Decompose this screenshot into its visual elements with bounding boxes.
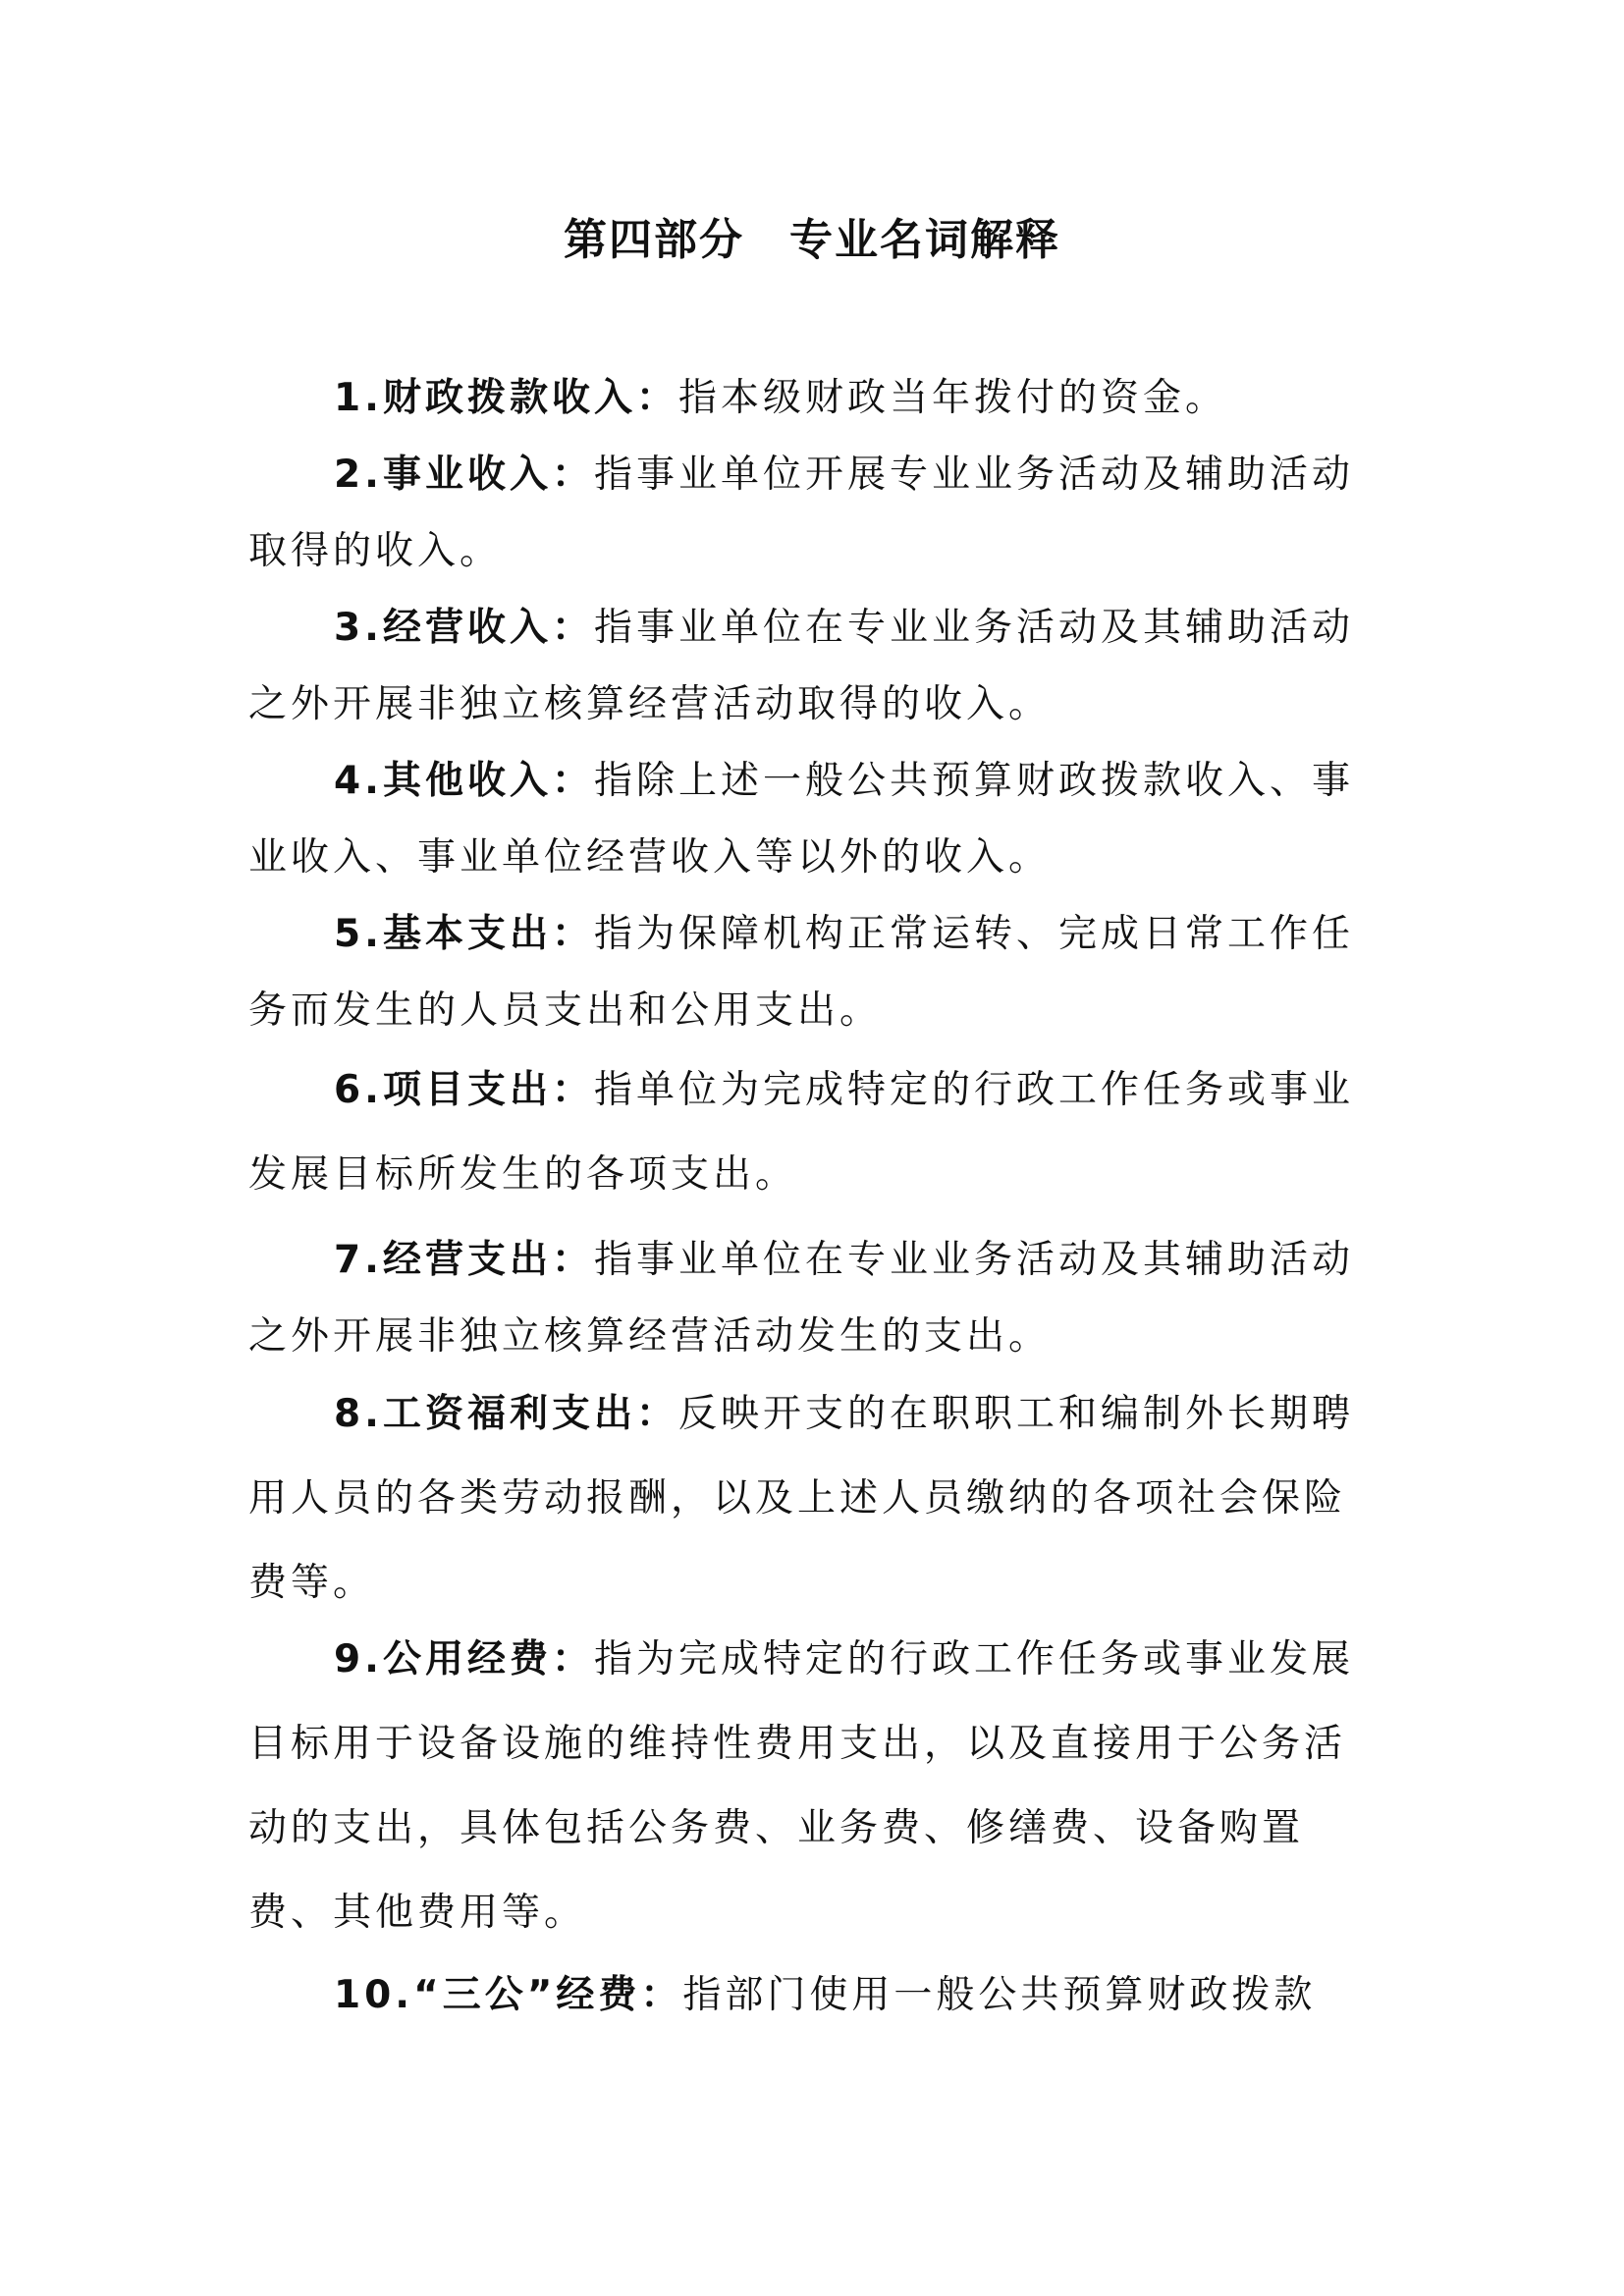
entry-definition: 指单位为完成特定的行政工作任务或事业发展目标所发生的各项支出。: [248, 1068, 1354, 1197]
entry-term: 10.“三公”经费：: [334, 1973, 683, 2017]
definition-entry: [248, 360, 1387, 437]
entry-definition: 指事业单位在专业业务活动及其辅助活动之外开展非独立核算经营活动取得的收入。: [248, 606, 1354, 726]
definition-entry: [248, 1372, 1387, 1626]
entry-term: 5.基本支出：: [334, 912, 594, 956]
entry-term: 3.经营收入：: [334, 606, 594, 650]
entry-term: 7.经营支出：: [334, 1238, 594, 1282]
definition-entry: [248, 1048, 1387, 1217]
entry-definition: 指本级财政当年拨付的资金。: [677, 376, 1227, 420]
entry-definition: 指部门使用一般公共预算财政拨款: [682, 1973, 1317, 2017]
entry-term: 9.公用经费：: [334, 1637, 594, 1682]
definition-entry: [248, 590, 1387, 743]
entry-term: 8.工资福利支出：: [334, 1392, 678, 1436]
page-title: 第四部分 专业名词解释: [564, 215, 1060, 265]
definition-entry: [248, 1222, 1387, 1375]
definition-entry: [248, 896, 1387, 1049]
entry-definition: 指为保障机构正常运转、完成日常工作任务而发生的人员支出和公用支出。: [248, 912, 1354, 1033]
definition-entry: [248, 437, 1387, 590]
definition-entry: [248, 743, 1387, 896]
definition-entry: [248, 1618, 1387, 1955]
entry-term: 2.事业收入：: [334, 453, 594, 497]
definition-entry: [248, 1953, 1387, 2038]
entry-definition: 指除上述一般公共预算财政拨款收入、事业收入、事业单位经营收入等以外的收入。: [248, 759, 1354, 880]
entry-definition: 指事业单位在专业业务活动及其辅助活动之外开展非独立核算经营活动发生的支出。: [248, 1238, 1354, 1359]
entry-definition: 反映开支的在职职工和编制外长期聘用人员的各类劳动报酬，以及上述人员缴纳的各项社会保险费等。: [248, 1392, 1354, 1605]
entry-definition: 指为完成特定的行政工作任务或事业发展目标用于设备设施的维持性费用支出，以及直接用于公务活动的支出，具体包括公务费、业务费、修缮费、设备购置费、其他费用等。: [248, 1637, 1354, 1935]
entry-term: 1.财政拨款收入：: [334, 376, 678, 420]
entry-term: 4.其他收入：: [334, 759, 594, 803]
entry-definition: 指事业单位开展专业业务活动及辅助活动取得的收入。: [248, 453, 1354, 573]
entry-term: 6.项目支出：: [334, 1068, 594, 1112]
